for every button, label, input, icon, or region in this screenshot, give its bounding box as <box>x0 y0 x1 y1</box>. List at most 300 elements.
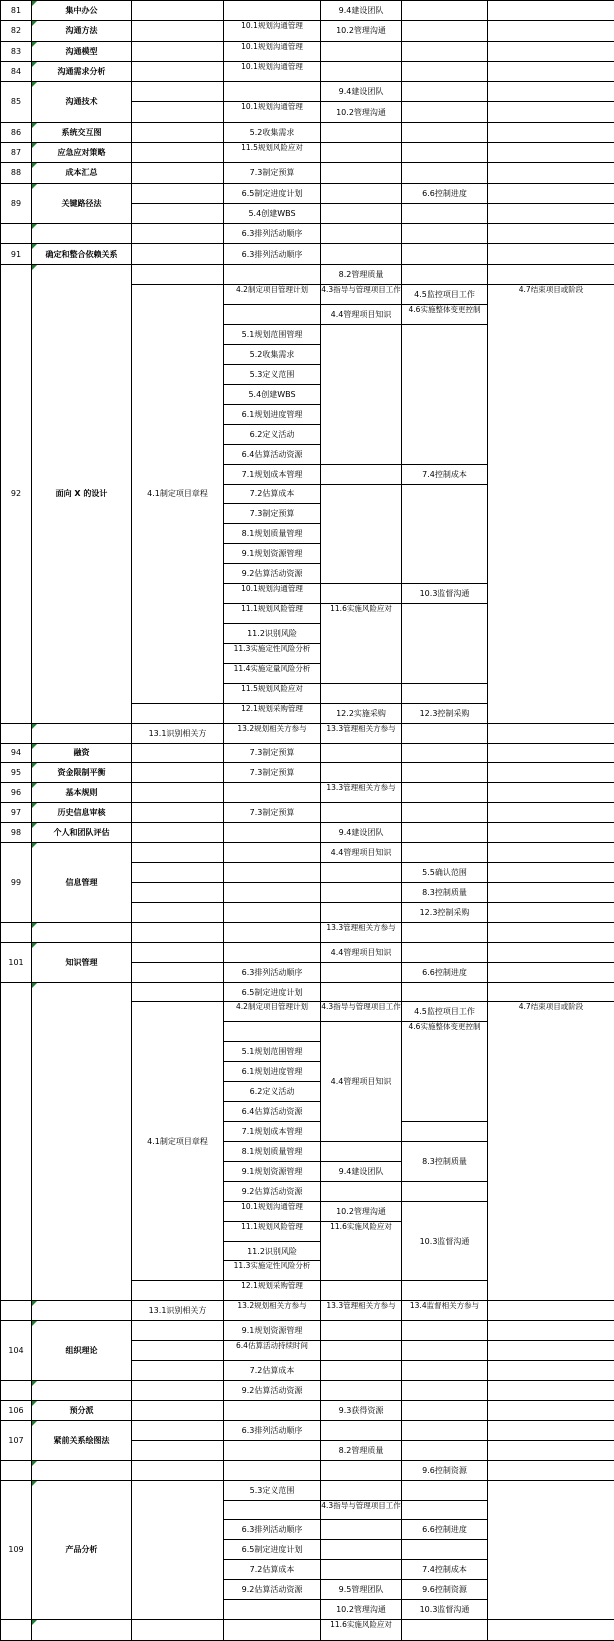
process-cell <box>132 843 224 863</box>
process-cell: 4.3指导与管理项目工作 <box>321 1002 402 1022</box>
process-cell <box>224 264 321 284</box>
process-cell: 11.1规划风险管理 <box>224 1221 321 1241</box>
process-cell <box>132 183 224 203</box>
table-row <box>1 942 614 962</box>
process-cell: 10.1规划沟通管理 <box>224 21 321 41</box>
process-cell: 4.2制定项目管理计划 <box>224 1002 321 1022</box>
process-cell <box>488 942 614 962</box>
tool-name <box>32 723 132 743</box>
table-row <box>1 163 614 183</box>
table-body <box>1 1 614 1641</box>
process-cell: 11.5规划风险应对 <box>224 142 321 162</box>
process-cell: 6.6控制进度 <box>402 183 488 203</box>
process-cell <box>402 102 488 122</box>
row-number: 89 <box>1 183 32 224</box>
row-number: 86 <box>1 122 32 142</box>
row-number <box>1 922 32 942</box>
process-cell: 9.6控制资源 <box>402 1580 488 1600</box>
process-cell <box>402 203 488 223</box>
process-cell <box>402 1321 488 1341</box>
process-cell: 4.7结束项目或阶段 <box>488 284 614 723</box>
process-cell: 4.4管理项目知识 <box>321 942 402 962</box>
process-cell <box>132 142 224 162</box>
process-cell: 7.3制定预算 <box>224 763 321 783</box>
process-cell: 7.2估算成本 <box>224 1560 321 1580</box>
process-cell: 11.3实施定性风险分析 <box>224 643 321 663</box>
tool-name: 历史信息审核 <box>32 803 132 823</box>
process-cell <box>321 1341 402 1361</box>
process-cell <box>224 882 321 902</box>
process-cell: 6.6控制进度 <box>402 962 488 982</box>
tool-name: 面向 X 的设计 <box>32 264 132 723</box>
process-cell <box>132 122 224 142</box>
process-cell: 12.3控制采购 <box>402 902 488 922</box>
process-cell <box>488 902 614 922</box>
row-number: 94 <box>1 743 32 763</box>
tool-name: 组织理论 <box>32 1321 132 1381</box>
process-cell <box>224 942 321 962</box>
table-row <box>1 1321 614 1341</box>
process-cell <box>132 1480 224 1619</box>
process-cell: 10.2管理沟通 <box>321 102 402 122</box>
process-cell <box>224 843 321 863</box>
tool-name: 基本规则 <box>32 783 132 803</box>
table-row <box>1 183 614 203</box>
process-cell: 7.3制定预算 <box>224 163 321 183</box>
tool-name: 知识管理 <box>32 942 132 982</box>
table-row <box>1 264 614 284</box>
process-cell: 5.2收集需求 <box>224 345 321 365</box>
process-cell: 13.2规划相关方参与 <box>224 1301 321 1321</box>
process-cell: 4.6实施整体变更控制 <box>402 305 488 325</box>
row-number: 83 <box>1 41 32 61</box>
process-cell: 5.1规划范围管理 <box>224 1042 321 1062</box>
process-cell <box>402 823 488 843</box>
tool-name: 系统交互图 <box>32 122 132 142</box>
process-cell: 6.1规划进度管理 <box>224 404 321 424</box>
process-cell <box>402 1181 488 1201</box>
process-cell: 9.3获得资源 <box>321 1400 402 1420</box>
process-cell <box>321 1181 402 1201</box>
process-cell <box>321 464 402 484</box>
process-cell: 4.4管理项目知识 <box>321 1022 402 1142</box>
process-cell <box>224 922 321 942</box>
process-cell: 9.4建设团队 <box>321 823 402 843</box>
process-cell <box>321 584 402 604</box>
table-row <box>1 1400 614 1420</box>
process-cell <box>321 484 402 584</box>
process-cell: 10.1规划沟通管理 <box>224 41 321 61</box>
tool-name: 沟通需求分析 <box>32 61 132 81</box>
process-cell: 4.7结束项目或阶段 <box>488 1002 614 1301</box>
process-cell <box>132 264 224 284</box>
process-cell <box>488 82 614 102</box>
process-cell: 13.3管理相关方参与 <box>321 783 402 803</box>
process-cell <box>488 1420 614 1440</box>
process-cell <box>488 882 614 902</box>
process-cell: 5.5确认范围 <box>402 863 488 883</box>
table-row <box>1 21 614 41</box>
process-cell <box>132 863 224 883</box>
process-cell <box>402 1400 488 1420</box>
process-cell <box>132 61 224 81</box>
process-cell <box>402 82 488 102</box>
process-cell <box>402 922 488 942</box>
process-cell <box>488 1381 614 1401</box>
process-cell: 6.2定义活动 <box>224 1082 321 1102</box>
process-cell <box>488 723 614 743</box>
process-cell: 11.3实施定性风险分析 <box>224 1261 321 1281</box>
process-cell: 7.3制定预算 <box>224 803 321 823</box>
process-cell <box>132 803 224 823</box>
process-cell: 8.1规划质量管理 <box>224 524 321 544</box>
process-cell: 8.2管理质量 <box>321 1440 402 1460</box>
process-cell: 6.4估算活动资源 <box>224 444 321 464</box>
process-cell <box>488 61 614 81</box>
process-cell: 7.3制定预算 <box>224 504 321 524</box>
table-row <box>1 122 614 142</box>
process-cell: 10.1规划沟通管理 <box>224 1201 321 1221</box>
process-cell <box>321 1321 402 1341</box>
row-number <box>1 982 32 1301</box>
process-cell: 11.2识别风险 <box>224 1241 321 1261</box>
process-cell: 9.4建设团队 <box>321 82 402 102</box>
process-cell <box>132 1321 224 1341</box>
process-cell <box>321 1381 402 1401</box>
process-cell <box>132 244 224 264</box>
process-cell: 9.1规划资源管理 <box>224 1321 321 1341</box>
process-cell: 4.1制定项目章程 <box>132 284 224 703</box>
process-cell <box>488 122 614 142</box>
process-cell <box>402 122 488 142</box>
process-cell <box>402 1480 488 1500</box>
tool-name: 资金限制平衡 <box>32 763 132 783</box>
row-number: 82 <box>1 21 32 41</box>
tool-name <box>32 982 132 1301</box>
process-cell: 5.3定义范围 <box>224 364 321 384</box>
process-cell <box>402 783 488 803</box>
row-number: 107 <box>1 1420 32 1460</box>
process-cell: 9.2估算活动资源 <box>224 564 321 584</box>
row-number <box>1 1301 32 1321</box>
process-cell <box>488 1 614 21</box>
process-cell <box>132 823 224 843</box>
process-cell: 13.3管理相关方参与 <box>321 922 402 942</box>
process-cell: 4.2制定项目管理计划 <box>224 284 321 304</box>
table-row <box>1 142 614 162</box>
process-cell <box>224 1600 321 1620</box>
row-number: 96 <box>1 783 32 803</box>
row-number: 97 <box>1 803 32 823</box>
process-cell <box>321 244 402 264</box>
process-cell <box>402 1 488 21</box>
process-cell <box>224 1500 321 1520</box>
process-cell: 10.1规划沟通管理 <box>224 102 321 122</box>
process-cell: 6.3排列活动顺序 <box>224 962 321 982</box>
process-cell <box>132 1 224 21</box>
tool-name <box>32 1620 132 1641</box>
row-number: 99 <box>1 843 32 923</box>
table-row <box>1 1381 614 1401</box>
process-cell <box>321 763 402 783</box>
process-cell <box>224 1022 321 1042</box>
process-cell: 13.1识别相关方 <box>132 723 224 743</box>
row-number: 84 <box>1 61 32 81</box>
process-cell: 6.4估算活动资源 <box>224 1102 321 1122</box>
process-cell <box>132 82 224 102</box>
row-number: 106 <box>1 1400 32 1420</box>
process-cell <box>132 1341 224 1361</box>
process-cell <box>402 942 488 962</box>
process-cell: 10.1规划沟通管理 <box>224 61 321 81</box>
process-cell: 8.2管理质量 <box>321 264 402 284</box>
process-cell <box>488 763 614 783</box>
process-cell: 6.3排列活动顺序 <box>224 1420 321 1440</box>
process-cell: 11.6实施风险应对 <box>321 1221 402 1281</box>
process-cell <box>321 882 402 902</box>
process-cell <box>132 783 224 803</box>
process-cell <box>321 224 402 244</box>
process-cell: 13.4监督相关方参与 <box>402 1301 488 1321</box>
process-cell <box>402 1381 488 1401</box>
process-cell <box>224 1620 321 1641</box>
process-cell <box>488 163 614 183</box>
process-cell <box>132 703 224 723</box>
process-cell <box>402 163 488 183</box>
process-cell <box>321 183 402 203</box>
process-cell: 5.4创建WBS <box>224 203 321 223</box>
tool-name: 沟通技术 <box>32 82 132 123</box>
process-cell <box>402 723 488 743</box>
process-cell: 4.5监控项目工作 <box>402 284 488 304</box>
process-cell: 11.6实施风险应对 <box>321 604 402 684</box>
process-cell <box>488 1460 614 1480</box>
process-cell <box>488 21 614 41</box>
table-row <box>1 803 614 823</box>
process-cell <box>402 142 488 162</box>
process-cell: 4.3指导与管理项目工作 <box>321 284 402 304</box>
process-cell: 10.1规划沟通管理 <box>224 584 321 604</box>
process-cell: 7.1规划成本管理 <box>224 1122 321 1142</box>
process-cell: 5.4创建WBS <box>224 384 321 404</box>
process-cell: 6.5制定进度计划 <box>224 1540 321 1560</box>
tool-name: 确定和整合依赖关系 <box>32 244 132 264</box>
process-cell <box>402 803 488 823</box>
process-cell <box>224 1440 321 1460</box>
process-cell <box>488 863 614 883</box>
process-cell <box>488 244 614 264</box>
process-cell: 7.2估算成本 <box>224 1361 321 1381</box>
process-cell: 13.1识别相关方 <box>132 1301 224 1321</box>
row-number <box>1 1620 32 1641</box>
process-cell: 7.4控制成本 <box>402 464 488 484</box>
process-cell <box>402 21 488 41</box>
row-number: 98 <box>1 823 32 843</box>
process-cell: 6.3排列活动顺序 <box>224 224 321 244</box>
process-cell: 4.3指导与管理项目工作 <box>321 1500 402 1520</box>
process-cell: 10.2管理沟通 <box>321 1201 402 1221</box>
process-cell <box>321 1460 402 1480</box>
table-row <box>1 1460 614 1480</box>
process-cell <box>402 1122 488 1142</box>
process-cell <box>224 1460 321 1480</box>
process-cell <box>488 1301 614 1321</box>
table-row <box>1 224 614 244</box>
process-cell <box>321 902 402 922</box>
process-cell <box>488 803 614 823</box>
process-cell <box>402 224 488 244</box>
tool-name: 信息管理 <box>32 843 132 923</box>
process-cell <box>402 41 488 61</box>
table-row <box>1 763 614 783</box>
process-cell <box>488 224 614 244</box>
tool-name: 产品分析 <box>32 1480 132 1619</box>
process-cell <box>132 203 224 223</box>
process-cell <box>132 163 224 183</box>
process-cell <box>321 982 402 1002</box>
process-cell: 6.6控制进度 <box>402 1520 488 1540</box>
process-cell: 6.4估算活动持续时间 <box>224 1341 321 1361</box>
process-cell: 10.2管理沟通 <box>321 1600 402 1620</box>
process-cell <box>321 683 402 703</box>
process-cell: 9.4建设团队 <box>321 1 402 21</box>
process-cell: 10.3监督沟通 <box>402 1201 488 1281</box>
table-row <box>1 1420 614 1440</box>
table-row <box>1 783 614 803</box>
process-cell <box>488 264 614 284</box>
process-cell <box>321 863 402 883</box>
process-cell: 12.2实施采购 <box>321 703 402 723</box>
row-number: 92 <box>1 264 32 723</box>
row-number: 104 <box>1 1321 32 1381</box>
process-cell <box>402 325 488 464</box>
table-row <box>1 1620 614 1641</box>
process-cell <box>132 1440 224 1460</box>
process-cell: 11.5规划风险应对 <box>224 683 321 703</box>
row-number <box>1 1460 32 1480</box>
process-cell <box>321 41 402 61</box>
row-number: 85 <box>1 82 32 123</box>
process-cell <box>402 1341 488 1361</box>
process-cell <box>224 305 321 325</box>
process-cell: 13.2规划相关方参与 <box>224 723 321 743</box>
process-cell: 4.6实施整体变更控制 <box>402 1022 488 1122</box>
tool-name <box>32 1301 132 1321</box>
process-cell: 4.4管理项目知识 <box>321 843 402 863</box>
process-cell: 9.6控制资源 <box>402 1460 488 1480</box>
process-cell: 10.3监督沟通 <box>402 584 488 604</box>
process-cell <box>488 843 614 863</box>
process-cell <box>488 922 614 942</box>
table-row <box>1 41 614 61</box>
tool-name: 关键路径法 <box>32 183 132 224</box>
process-cell: 5.3定义范围 <box>224 1480 321 1500</box>
process-cell: 6.5制定进度计划 <box>224 183 321 203</box>
process-cell <box>402 1540 488 1560</box>
process-cell <box>321 142 402 162</box>
table-row <box>1 982 614 1002</box>
tool-name: 沟通模型 <box>32 41 132 61</box>
process-cell <box>321 1361 402 1381</box>
process-cell: 12.3控制采购 <box>402 703 488 723</box>
process-cell <box>321 962 402 982</box>
table-row <box>1 1 614 21</box>
process-cell <box>488 1480 614 1619</box>
process-cell <box>132 1420 224 1440</box>
process-cell: 12.1规划采购管理 <box>224 1281 321 1301</box>
process-cell <box>132 41 224 61</box>
process-cell <box>224 823 321 843</box>
process-cell: 10.2管理沟通 <box>321 21 402 41</box>
process-cell: 5.2收集需求 <box>224 122 321 142</box>
row-number: 95 <box>1 763 32 783</box>
process-cell <box>132 942 224 962</box>
process-cell <box>321 1520 402 1540</box>
process-cell: 8.3控制质量 <box>402 1141 488 1181</box>
process-cell <box>488 1321 614 1341</box>
process-cell: 6.3排列活动顺序 <box>224 244 321 264</box>
table-row <box>1 82 614 102</box>
process-cell <box>402 1361 488 1381</box>
process-cell: 11.1规划风险管理 <box>224 604 321 624</box>
process-cell <box>132 21 224 41</box>
process-cell <box>321 61 402 81</box>
process-cell <box>488 962 614 982</box>
process-cell <box>488 183 614 203</box>
row-number: 91 <box>1 244 32 264</box>
process-cell: 8.1规划质量管理 <box>224 1141 321 1161</box>
process-cell <box>402 843 488 863</box>
tool-name: 个人和团队评估 <box>32 823 132 843</box>
process-cell: 7.1规划成本管理 <box>224 464 321 484</box>
process-cell <box>321 325 402 464</box>
process-cell <box>224 82 321 102</box>
process-cell: 9.1规划资源管理 <box>224 1161 321 1181</box>
process-cell: 5.1规划范围管理 <box>224 325 321 345</box>
process-cell <box>132 1281 224 1301</box>
table-row <box>1 1480 614 1500</box>
process-cell <box>488 1361 614 1381</box>
process-cell <box>488 743 614 763</box>
process-cell <box>132 102 224 122</box>
tool-name <box>32 922 132 942</box>
table-row <box>1 743 614 763</box>
process-cell <box>132 1460 224 1480</box>
process-cell: 12.1规划采购管理 <box>224 703 321 723</box>
process-cell <box>488 41 614 61</box>
process-cell <box>488 142 614 162</box>
process-cell <box>321 1560 402 1580</box>
table-row <box>1 922 614 942</box>
process-cell: 9.2估算活动资源 <box>224 1181 321 1201</box>
process-cell: 11.2识别风险 <box>224 623 321 643</box>
process-cell: 9.5管理团队 <box>321 1580 402 1600</box>
process-cell: 6.3排列活动顺序 <box>224 1520 321 1540</box>
tool-name: 预分派 <box>32 1400 132 1420</box>
process-cell: 10.3监督沟通 <box>402 1600 488 1620</box>
process-cell <box>321 743 402 763</box>
row-number: 87 <box>1 142 32 162</box>
process-cell: 13.3管理相关方参与 <box>321 723 402 743</box>
process-cell <box>488 1440 614 1460</box>
process-cell <box>402 743 488 763</box>
table-row <box>1 244 614 264</box>
process-cell <box>321 1480 402 1500</box>
process-cell: 7.3制定预算 <box>224 743 321 763</box>
row-number: 101 <box>1 942 32 982</box>
process-cell <box>132 224 224 244</box>
process-cell <box>321 203 402 223</box>
